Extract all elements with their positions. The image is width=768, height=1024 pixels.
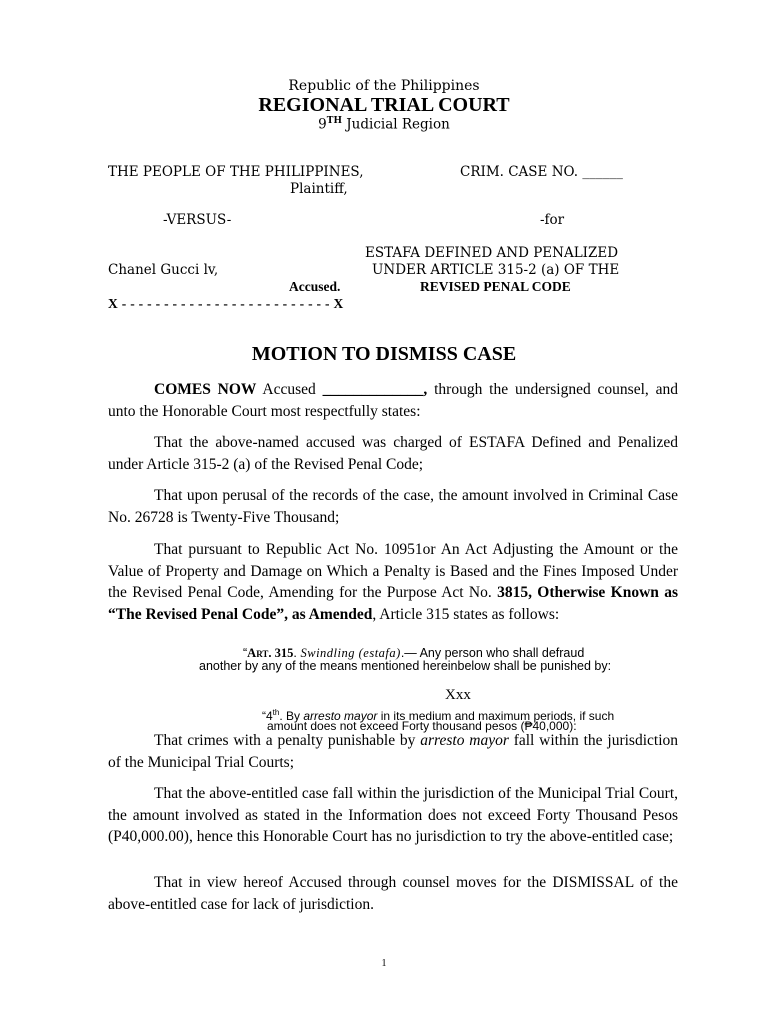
- article-number: Art. 315: [247, 646, 294, 660]
- versus-label: -VERSUS-: [163, 212, 232, 228]
- comes-now-lead: COMES NOW: [154, 381, 257, 398]
- quote-fourth-line-2: amount does not exceed Forty thousand pesos (₱40,000):: [267, 719, 577, 733]
- arresto-text-start: That crimes with a penalty punishable by: [154, 732, 421, 749]
- court-name: REGIONAL TRIAL COURT: [258, 94, 510, 116]
- offense-line-3: REVISED PENAL CODE: [420, 279, 571, 294]
- case-number: CRIM. CASE NO. ______: [460, 164, 623, 180]
- offense-line-2: UNDER ARTICLE 315-2 (a) OF THE: [372, 262, 620, 278]
- region-number: 9: [318, 116, 327, 133]
- fourth-open: “4: [262, 709, 273, 723]
- plaintiff-party: THE PEOPLE OF THE PHILIPPINES,: [108, 164, 364, 180]
- paragraph-comes-now: [108, 379, 678, 422]
- quote-open-mark: “: [243, 646, 248, 660]
- article-dot: .: [293, 646, 297, 660]
- republic-line: Republic of the Philippines: [288, 78, 480, 94]
- swindling-heading: Swindling (estafa): [296, 646, 401, 660]
- article-dash-text: .— Any person who shall defraud: [400, 646, 585, 660]
- accused-label: Accused.: [289, 279, 341, 294]
- fourth-arresto-mayor: arresto mayor: [303, 709, 378, 723]
- quote-article-line-2: another by any of the means mentioned hereinbelow shall be punished by:: [199, 659, 612, 673]
- paragraph-dismissal: That in view hereof Accused through counsel moves for the DISMISSAL of the above-entitled case for lack of jurisdiction.: [108, 874, 678, 913]
- document-title: MOTION TO DISMISS CASE: [251, 343, 517, 365]
- paragraph-charge: That the above-named accused was charged of ESTAFA Defined and Penalized under Article 315-2 (a) of the Revised Penal Code;: [108, 434, 678, 473]
- offense-line-1: ESTAFA DEFINED AND PENALIZED: [365, 245, 619, 261]
- paragraph-arresto-mayor: [108, 730, 678, 773]
- arresto-text-end: fall within the jurisdiction of the Municipal Trial Courts;: [108, 732, 678, 771]
- omission-marker: Xxx: [445, 687, 471, 703]
- comes-now-rest: through the undersigned counsel, and unto the Honorable Court most respectfully states:: [108, 381, 678, 420]
- paragraph-jurisdiction: That the above-entitled case fall within the jurisdiction of the Municipal Trial Court, the amount involved as stated in the Information does not exceed Forty Thousand Pesos (P40,000.00), hence this Honorable Court has no jurisdiction to try the above-entitled case;: [108, 785, 678, 845]
- caption-separator: X - - - - - - - - - - - - - - - - - - - - - - - - - X: [108, 296, 344, 311]
- comes-now-accused: Accused: [256, 381, 323, 398]
- plaintiff-label: Plaintiff,: [290, 181, 348, 197]
- accused-name: Chanel Gucci lv,: [108, 262, 219, 278]
- accused-blank: _____________,: [322, 381, 428, 398]
- paragraph-amount: That upon perusal of the records of the case, the amount involved in Criminal Case No. 26728 is Twenty-Five Thousand;: [108, 487, 678, 526]
- page-number: 1: [381, 958, 387, 969]
- paragraph-republic-act: [108, 539, 678, 625]
- arresto-text-italic: arresto mayor: [420, 732, 509, 749]
- republic-act-end: , Article 315 states as follows:: [372, 605, 560, 623]
- region-superscript: TH: [326, 116, 342, 126]
- republic-act-text: That pursuant to Republic Act No. 10951or An Act Adjusting the Amount or the Value of Property and Damage on Which a Penalty is Based and the Fines Imposed Under the Revised Penal Code, Amending for the Purpose Act No.: [108, 541, 678, 601]
- fourth-superscript: th: [272, 708, 280, 717]
- region-text: Judicial Region: [341, 116, 450, 133]
- fourth-by: . By: [279, 709, 304, 723]
- republic-act-bold: 3815, Otherwise Known as “The Revised Penal Code”, as Amended: [108, 584, 678, 623]
- judicial-region: [0, 116, 768, 133]
- for-label: -for: [540, 212, 565, 228]
- fourth-rest: in its medium and maximum periods, if such: [377, 709, 615, 723]
